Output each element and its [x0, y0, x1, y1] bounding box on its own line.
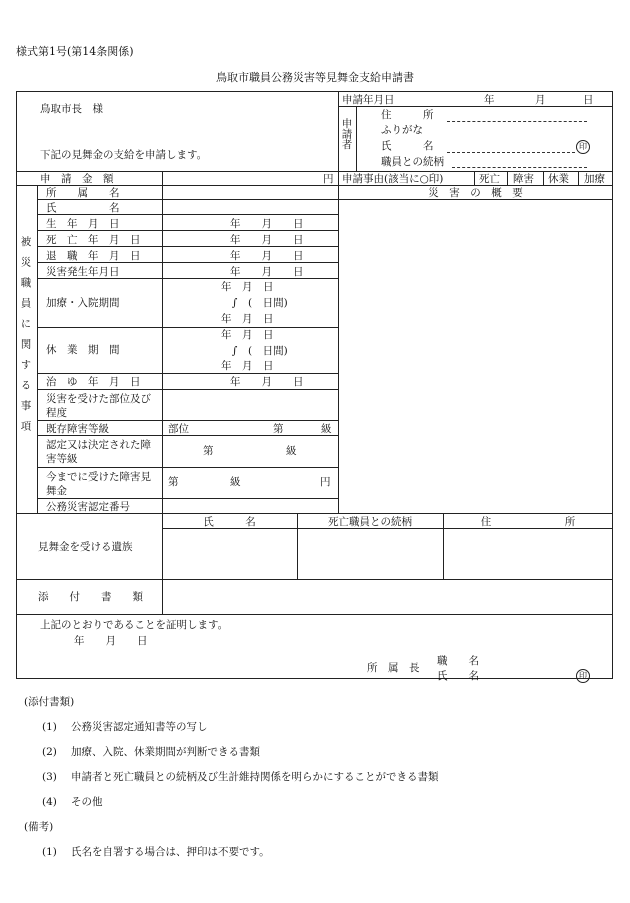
- row-certification-number-label: 公務災害認定番号: [46, 501, 130, 513]
- row-certified-grade-label: 認定又は決定された障害等級: [46, 439, 151, 465]
- row-injury-label: 災害を受けた部位及び程度: [46, 393, 151, 419]
- row-retire-date-value: 年 月 日: [230, 250, 304, 262]
- reason-disability[interactable]: 障害: [513, 173, 534, 185]
- heirs-col-address: 住 所: [480, 516, 576, 528]
- application-date-label: 申請年月日: [342, 94, 395, 106]
- treatment-end: 年 月 日: [221, 313, 274, 325]
- amount-unit: 円: [323, 173, 334, 185]
- victim-side-label: 被災職員に関する事項: [19, 236, 32, 441]
- treatment-start: 年 月 日: [221, 281, 274, 293]
- remarks-item-num: (1): [42, 846, 57, 858]
- attach-item-num: (3): [42, 771, 57, 783]
- request-sentence: 下記の見舞金の支給を申請します。: [40, 149, 208, 161]
- certified-grade-dai: 第: [203, 445, 214, 457]
- attach-item-num: (4): [42, 796, 57, 808]
- row-affiliation-label: 所 属 名: [46, 187, 120, 199]
- certification-name-label: 氏 名: [437, 670, 479, 682]
- row-incident-date-label: 災害発生年月日: [46, 266, 120, 278]
- existing-grade-kyu: 級: [321, 423, 332, 435]
- row-death-date-label: 死 亡 年 月 日: [46, 234, 141, 246]
- applicant-relation-field[interactable]: [452, 167, 587, 168]
- certification-post-label: 職 名: [437, 655, 479, 667]
- remarks-heading: (備考): [24, 821, 54, 833]
- certified-grade-kyu: 級: [286, 445, 297, 457]
- row-recovery-date-label: 治 ゆ 年 月 日: [46, 376, 141, 388]
- row-name-label: 氏 名: [46, 202, 120, 214]
- row-recovery-date-value: 年 月 日: [230, 376, 304, 388]
- application-day: 日: [583, 94, 594, 106]
- attach-item-text: 加療、入院、休業期間が判断できる書類: [71, 746, 260, 758]
- attach-item-text: その他: [71, 796, 103, 808]
- reason-treatment[interactable]: 加療: [584, 173, 605, 185]
- applicant-address-label: 住 所: [381, 109, 434, 121]
- addressee: 鳥取市長 様: [40, 103, 103, 115]
- certification-date: 年 月 日: [74, 635, 148, 647]
- leave-end: 年 月 日: [221, 360, 274, 372]
- previous-payment-dai: 第: [168, 476, 179, 488]
- row-retire-date-label: 退 職 年 月 日: [46, 250, 141, 262]
- certification-head-label: 所 属 長: [367, 662, 420, 674]
- attach-item-num: (2): [42, 746, 57, 758]
- overview-header: 災 害 の 概 要: [428, 187, 523, 199]
- attachments-label: 添 付 書 類: [38, 591, 143, 603]
- row-leave-period-label: 休 業 期 間: [46, 344, 120, 356]
- form-label: 様式第1号(第14条関係): [16, 45, 134, 58]
- leave-mid: ∫ ( 日間): [232, 345, 288, 357]
- heirs-col-name: 氏 名: [203, 516, 256, 528]
- leave-start: 年 月 日: [221, 329, 274, 341]
- existing-grade-dai: 第: [273, 423, 284, 435]
- remarks-item-text: 氏名を自署する場合は、押印は不要です。: [71, 846, 270, 858]
- applicant-furigana-label: ふりがな: [381, 124, 423, 136]
- reason-leave[interactable]: 休業: [548, 173, 569, 185]
- amount-label: 申 請 金 額: [40, 173, 114, 185]
- heirs-label: 見舞金を受ける遺族: [38, 541, 133, 553]
- attach-item-text: 公務災害認定通知書等の写し: [71, 721, 208, 733]
- attach-item-num: (1): [42, 721, 57, 733]
- previous-payment-kyu: 級: [230, 476, 241, 488]
- application-year: 年: [484, 94, 495, 106]
- attach-item-text: 申請者と死亡職員との続柄及び生計維持関係を明らかにすることができる書類: [71, 771, 439, 783]
- certification-seal-mark: 印: [576, 669, 590, 683]
- application-month: 月: [535, 94, 546, 106]
- applicant-side-label: 申請者: [340, 118, 353, 150]
- applicant-relation-label: 職員との続柄: [381, 156, 444, 168]
- previous-payment-yen: 円: [320, 476, 331, 488]
- reason-label: 申請事由(該当に○印): [342, 173, 444, 185]
- reason-death[interactable]: 死亡: [479, 173, 500, 185]
- applicant-name-label: 氏 名: [381, 140, 434, 152]
- existing-grade-bui: 部位: [168, 423, 189, 435]
- row-birthdate-value: 年 月 日: [230, 218, 304, 230]
- applicant-name-field[interactable]: [447, 152, 575, 153]
- row-death-date-value: 年 月 日: [230, 234, 304, 246]
- applicant-address-field[interactable]: [447, 121, 587, 122]
- heirs-col-relation: 死亡職員との続柄: [328, 516, 412, 528]
- page-title: 鳥取市職員公務災害等見舞金支給申請書: [216, 71, 414, 84]
- treatment-mid: ∫ ( 日間): [232, 297, 288, 309]
- row-incident-date-value: 年 月 日: [230, 266, 304, 278]
- applicant-seal-mark: 印: [576, 140, 590, 154]
- row-treatment-period-label: 加療・入院期間: [46, 297, 120, 309]
- attach-heading: (添付書類): [24, 696, 75, 708]
- row-previous-payment-label: 今までに受けた障害見舞金: [46, 471, 151, 497]
- row-birthdate-label: 生 年 月 日: [46, 218, 120, 230]
- certification-sentence: 上記のとおりであることを証明します。: [40, 619, 229, 631]
- row-existing-grade-label: 既存障害等級: [46, 423, 109, 435]
